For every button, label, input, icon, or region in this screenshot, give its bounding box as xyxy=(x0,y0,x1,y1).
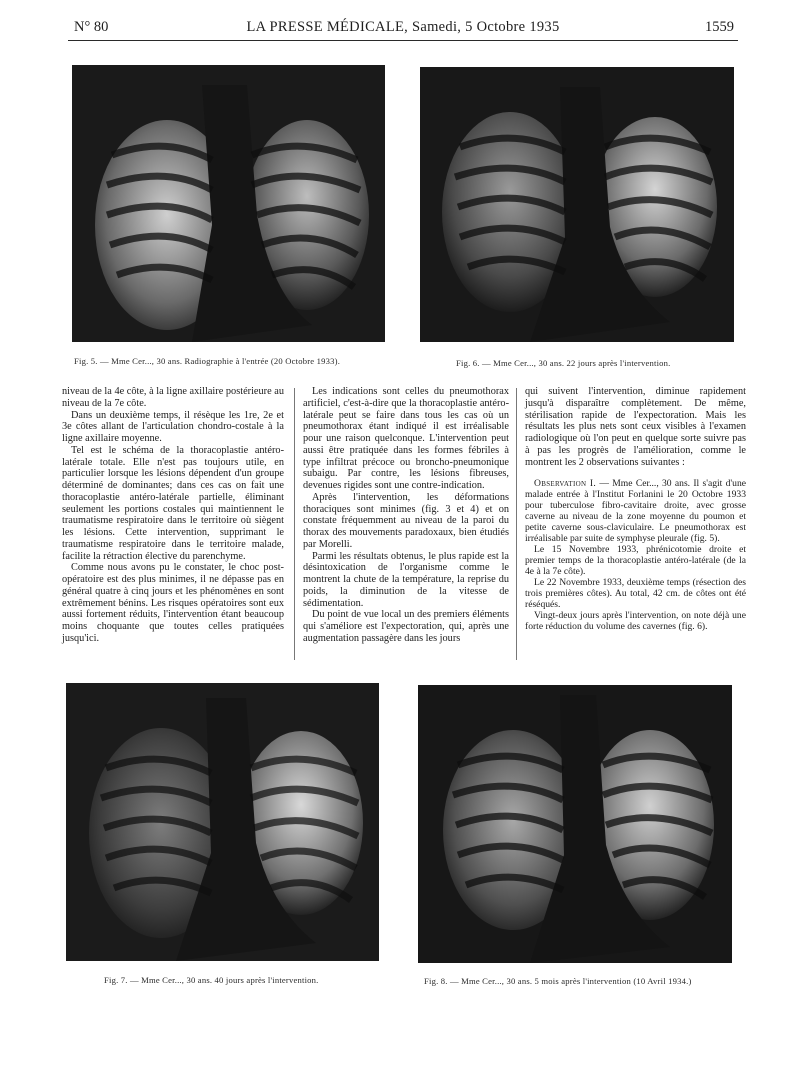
figure-7-radiograph xyxy=(66,683,379,961)
issue-number: N° 80 xyxy=(74,19,109,35)
text-column-left xyxy=(62,386,284,645)
paragraph: Après l'intervention, les déformations thoraciques sont minimes (fig. 3 et 4) et on constate fréquemment au niveau de la paroi du thorax des mouvements paradoxaux, bien étudiés par Morelli. xyxy=(303,491,509,550)
paragraph: Comme nous avons pu le constater, le choc post-opératoire est des plus minimes, il ne dépasse pas en général quatre à cinq jours et les phénomènes en sont extrêmement bénins. Les risques opératoires sont eux aussi fortement réduits, l'intervention étant beaucoup moins choquante que toutes celles pratiquées jusqu'ici. xyxy=(62,562,284,644)
chest-xray-image xyxy=(66,683,379,961)
journal-title: LA PRESSE MÉDICALE, Samedi, 5 Octobre 1935 xyxy=(246,19,560,35)
figure-8-caption: Fig. 8. — Mme Cer..., 30 ans. 5 mois après l'intervention (10 Avril 1934.) xyxy=(424,976,692,986)
column-divider xyxy=(294,388,295,660)
paragraph: Le 22 Novembre 1933, deuxième temps (résection des trois premières côtes). Au total, 42 cm. de côtes ont été réséqués. xyxy=(525,577,746,611)
paragraph: qui suivent l'intervention, diminue rapidement jusqu'à disparaître complètement. De même, stérilisation rapide de l'expectoration. Mais les résultats les plus nets sont ceux visibles à l'examen radiologique où l'on peut en quelque sorte suivre pas à pas les progrès de l'amélioration, comme le montrent les 2 observations suivantes : xyxy=(525,386,746,468)
observation-text: — Mme Cer..., 30 ans. Il s'agit d'une malade entrée à l'Institut Forlanini le 20 Octobre 1933 pour tuberculose fibro-cavitaire droite, avec grosse caverne au niveau de la zone moyenne du poumon et petite caverne sous-claviculaire. Le pneumothorax est irréalisable par suite de symphyse pleurale (fig. 5). xyxy=(525,478,747,545)
figure-5-radiograph xyxy=(72,65,385,342)
chest-xray-image xyxy=(72,65,385,342)
paragraph: Dans un deuxième temps, il résèque les 1re, 2e et 3e côtes allant de l'articulation chondro-costale à la ligne axillaire moyenne. xyxy=(62,409,284,444)
figure-6-caption: Fig. 6. — Mme Cer..., 30 ans. 22 jours après l'intervention. xyxy=(456,358,671,368)
paragraph: Tel est le schéma de la thoracoplastie antéro-latérale totale. Elle n'est pas toujours utile, en particulier lorsque les lésions dépendent d'un groupe déterminé de dominantes; dans ces cas on fait une thoracoplastie antéro-latérale partielle, éliminant seulement les portions costales qui maintiennent le traumatisme respiratoire dans le territoire où siègent les lésions. Cette intervention, supprimant le traumatisme respiratoire dans le territoire malade, facilite la rétraction élective du parenchyme. xyxy=(62,444,284,562)
chest-xray-image xyxy=(420,67,734,342)
observation-label: Observation I. xyxy=(534,478,597,490)
text-column-middle xyxy=(303,386,509,645)
running-header xyxy=(68,18,738,41)
figure-8-radiograph xyxy=(418,685,732,963)
observation-block xyxy=(525,478,746,632)
folio-number: 1559 xyxy=(705,19,734,35)
column-divider xyxy=(516,388,517,660)
figure-6-radiograph xyxy=(420,67,734,342)
chest-xray-image xyxy=(418,685,732,963)
paragraph: Parmi les résultats obtenus, le plus rapide est la désintoxication de l'organisme comme le montrent la chute de la température, la reprise du poids, la diminution de la vitesse de sédimentation. xyxy=(303,550,509,609)
paragraph: niveau de la 4e côte, à la ligne axillaire postérieure au niveau de la 7e côte. xyxy=(62,386,284,409)
paragraph: Les indications sont celles du pneumothorax artificiel, c'est-à-dire que la thoracoplastie antéro-latérale peut se faire dans tous les cas où un pneumothorax étant indiqué il est irréalisable pour une raison quelconque. L'intervention peut aussi être pratiquée dans les formes fébriles à type infiltrat précoce ou broncho-pneumonique subaigu. Par contre, les lésions fibreuses, devenues rigides sont une contre-indication. xyxy=(303,386,509,491)
paragraph: Le 15 Novembre 1933, phrénicotomie droite et premier temps de la thoracoplastie antéro-latérale (de la 4e à la 7e côte). xyxy=(525,544,746,578)
figure-5-caption: Fig. 5. — Mme Cer..., 30 ans. Radiographie à l'entrée (20 Octobre 1933). xyxy=(74,356,341,366)
paragraph: Du point de vue local un des premiers éléments qui s'améliore est l'expectoration, qui, après une augmentation passagère dans les jours xyxy=(303,609,509,644)
text-column-right xyxy=(525,386,746,632)
paragraph: Vingt-deux jours après l'intervention, on note déjà une forte réduction du volume des cavernes (fig. 6). xyxy=(525,610,746,633)
figure-7-caption: Fig. 7. — Mme Cer..., 30 ans. 40 jours après l'intervention. xyxy=(104,975,319,985)
